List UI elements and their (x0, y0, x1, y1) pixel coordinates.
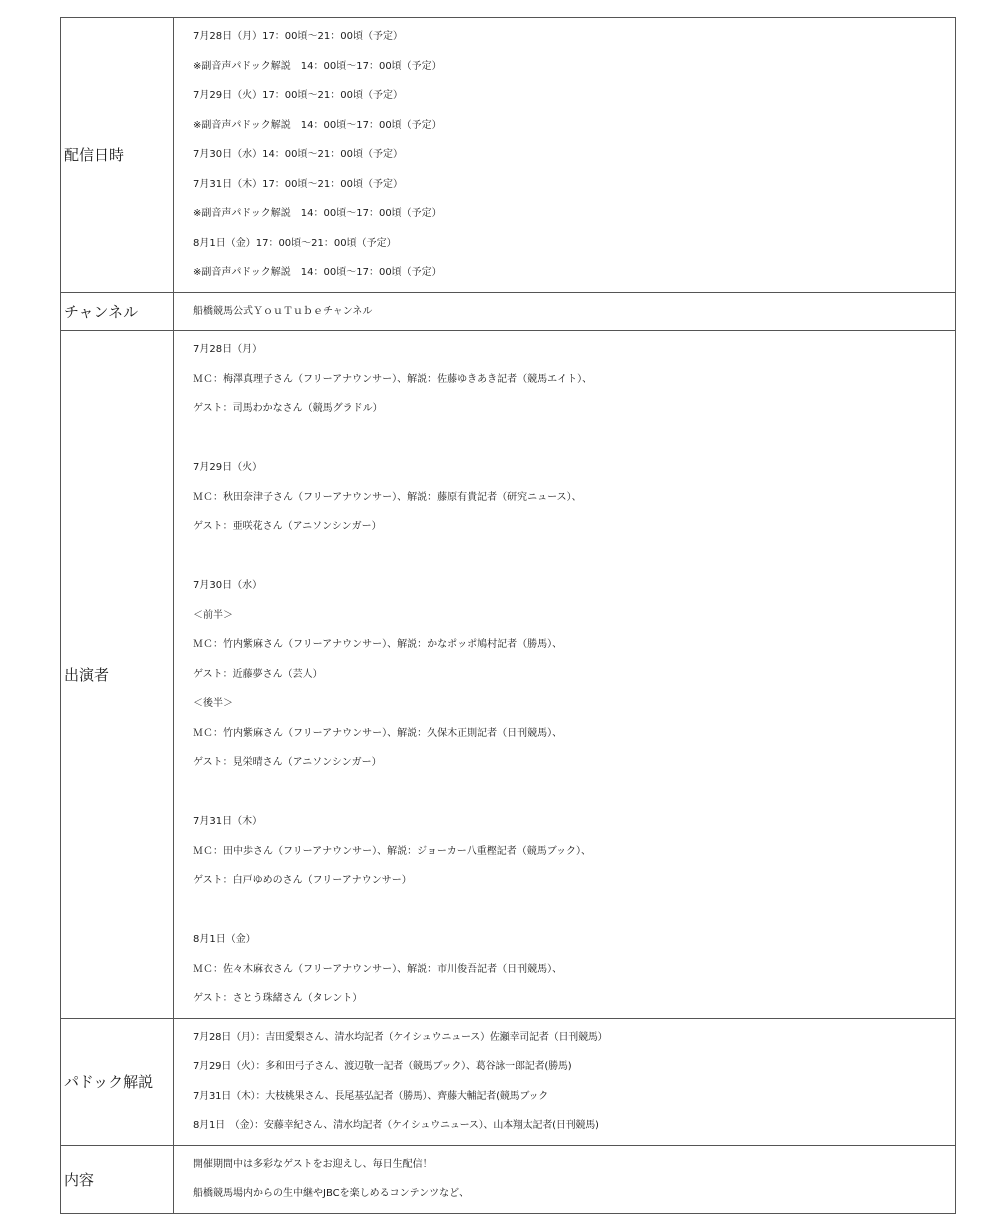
paddock-content (174, 1018, 956, 1145)
cast-line: ゲスト：司馬わかなさん（競馬グラドル） (193, 403, 383, 414)
cast-line: ＭＣ：竹内紫麻さん（フリーアナウンサー）、解説：久保木正則記者（日刊競馬）、 (193, 727, 563, 739)
cast-line: ＭＣ：田中歩さん（フリーアナウンサー）、解説：ジョーカー八重樫記者（競馬ブック）、 (193, 845, 591, 857)
cast-line: 7月30日（水） (193, 580, 263, 591)
cast-line: 7月29日（火） (193, 462, 263, 473)
cast-line: ゲスト：さとう珠緒さん（タレント） (193, 993, 363, 1004)
paddock-line: 7月28日（月）：吉田愛梨さん、清水均記者（ケイシュウニュース）佐瀬幸司記者（日刊競馬） (193, 1031, 608, 1043)
schedule-line: ※副音声パドック解説 14：00頃～17：00頃（予定） (193, 119, 442, 131)
cast-row (61, 331, 956, 1019)
channel-value: 船橋競馬公式ＹｏｕＴｕｂｅチャンネル (193, 305, 373, 317)
paddock-line: 8月1日 （金）：安藤幸紀さん、清水均記者（ケイシュウニュース）、山本翔太記者(日刊競馬) (193, 1120, 599, 1131)
cast-line: ゲスト：近藤夢さん（芸人） (193, 668, 323, 680)
schedule-line: 7月30日（水）14：00頃～21：00頃（予定） (193, 149, 403, 160)
paddock-row (61, 1018, 956, 1145)
content-row (61, 1145, 956, 1213)
schedule-line: 7月28日（月）17：00頃～21：00頃（予定） (193, 31, 403, 42)
cast-line: ＭＣ：秋田奈津子さん（フリーアナウンサー）、解説：藤原有貴記者（研究ニュース）、 (193, 491, 582, 503)
broadcast-info-table (60, 17, 956, 1214)
cast-content (174, 331, 956, 1019)
paddock-label: パドック解説 (61, 1018, 174, 1145)
schedule-row (61, 18, 956, 293)
cast-spacer (193, 896, 955, 926)
cast-line: ＭＣ：梅澤真理子さん（フリーアナウンサー）、解説：佐藤ゆきあき記者（競馬エイト）、 (193, 373, 593, 385)
channel-row (61, 292, 956, 331)
cast-spacer (193, 424, 955, 454)
schedule-content (174, 18, 956, 293)
content-label: 内容 (61, 1145, 174, 1213)
cast-line: 8月1日（金） (193, 934, 256, 945)
cast-line: 7月31日（木） (193, 816, 263, 827)
content-line: 開催期間中は多彩なゲストをお迎えし、毎日生配信！ (193, 1158, 433, 1170)
schedule-label: 配信日時 (61, 18, 174, 293)
schedule-line: ※副音声パドック解説 14：00頃～17：00頃（予定） (193, 208, 442, 219)
cast-line: ゲスト：見栄晴さん（アニソンシンガー） (193, 757, 382, 768)
cast-line: ゲスト：亜咲花さん（アニソンシンガー） (193, 521, 382, 532)
paddock-line: 7月31日（木）：大枝桃果さん、長尾基弘記者（勝馬）、齊藤大輔記者(競馬ブック (193, 1090, 549, 1102)
cast-line: ＜後半＞ (193, 698, 233, 709)
schedule-line: 8月1日（金）17：00頃～21：00頃（予定） (193, 237, 397, 249)
schedule-line: 7月31日（木）17：00頃～21：00頃（予定） (193, 178, 403, 190)
schedule-line: ※副音声パドック解説 14：00頃～17：00頃（予定） (193, 267, 442, 278)
cast-line: ＜前半＞ (193, 609, 233, 621)
cast-line: ゲスト：白戸ゆめのさん（フリーアナウンサー） (193, 875, 412, 886)
cast-spacer (193, 542, 955, 572)
paddock-line: 7月29日（火）：多和田弓子さん、渡辺敬一記者（競馬ブック）、葛谷詠一郎記者(勝馬) (193, 1061, 572, 1072)
channel-content (174, 292, 956, 331)
cast-line: ＭＣ：佐々木麻衣さん（フリーアナウンサー）、解説：市川俊吾記者（日刊競馬）、 (193, 963, 563, 975)
schedule-line: 7月29日（火）17：00頃～21：00頃（予定） (193, 90, 403, 101)
channel-label: チャンネル (61, 292, 174, 331)
cast-line: ＭＣ：竹内紫麻さん（フリーアナウンサー）、解説：かなポッポ鳩村記者（勝馬）、 (193, 639, 563, 650)
schedule-line: ※副音声パドック解説 14：00頃～17：00頃（予定） (193, 60, 442, 72)
cast-line: 7月28日（月） (193, 344, 263, 355)
cast-label: 出演者 (61, 331, 174, 1019)
content-line: 船橋競馬場内からの生中継やJBCを楽しめるコンテンツなど、 (193, 1188, 470, 1199)
content-content (174, 1145, 956, 1213)
cast-spacer (193, 778, 955, 808)
